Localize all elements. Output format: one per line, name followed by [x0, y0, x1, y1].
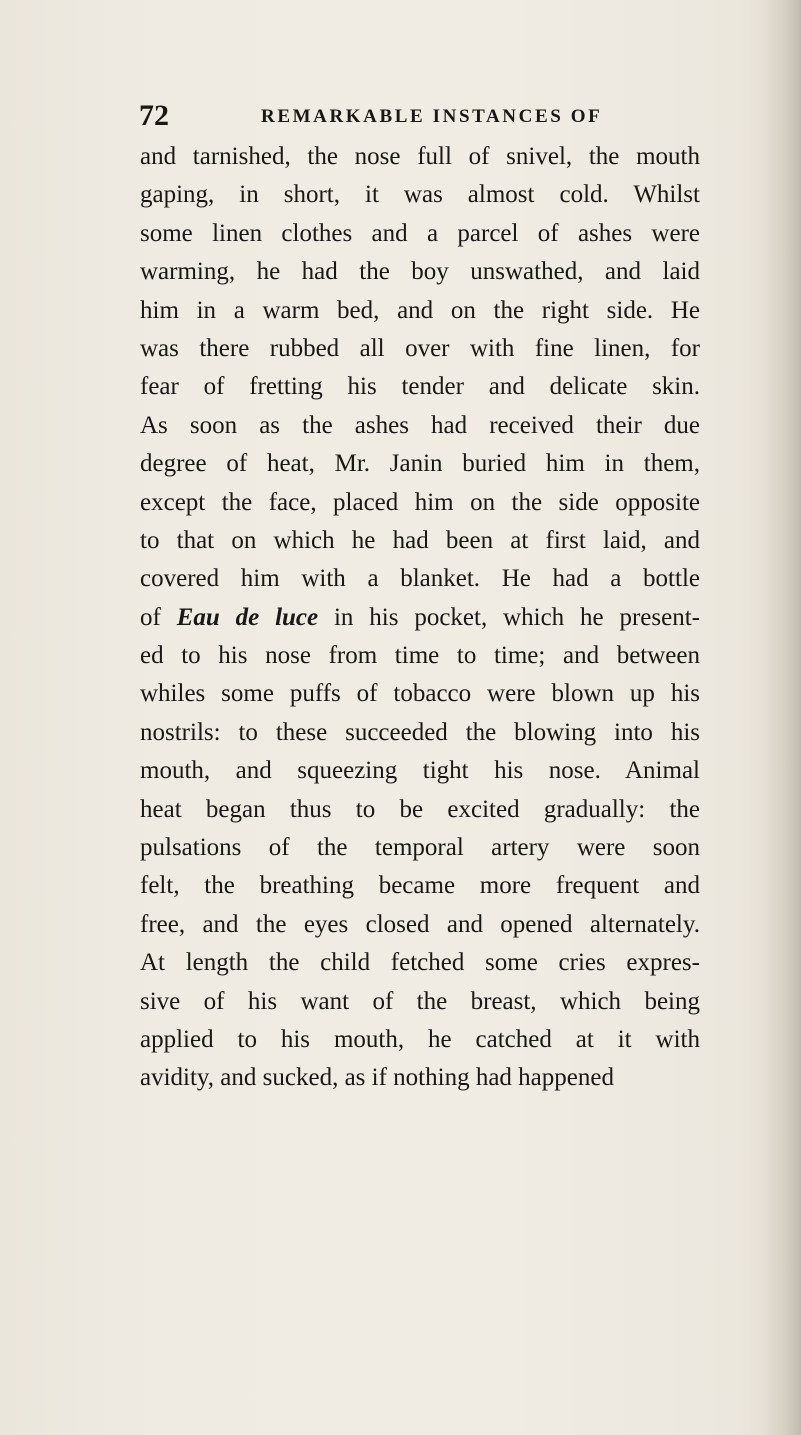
page-number: 72	[139, 99, 169, 132]
text-line: whiles some puffs of tobacco were blown up his	[140, 680, 700, 708]
text-line: covered him with a blanket. He had a bottle	[140, 565, 700, 593]
text-line: applied to his mouth, he catched at it with	[140, 1025, 700, 1053]
text-line: At length the child fetched some cries expres-	[140, 949, 700, 977]
text-line: fear of fretting his tender and delicate skin.	[140, 373, 700, 401]
line-text-before: of	[140, 603, 177, 631]
text-line: heat began thus to be excited gradually: the	[140, 795, 700, 823]
text-line: him in a warm bed, and on the right side. He	[140, 296, 700, 324]
body-text	[140, 138, 700, 1098]
text-line: and tarnished, the nose full of snivel, the mouth	[140, 143, 700, 170]
text-line: some linen clothes and a parcel of ashes were	[140, 219, 700, 247]
page-edge-shadow	[761, 0, 801, 1435]
page-header	[139, 98, 699, 138]
italic-phrase: Eau de luce	[176, 603, 319, 631]
text-line: sive of his want of the breast, which being	[140, 987, 700, 1015]
text-line: pulsations of the temporal artery were soon	[140, 834, 700, 862]
text-line: except the face, placed him on the side opposite	[140, 488, 700, 516]
text-line: to that on which he had been at first laid, and	[140, 526, 700, 554]
text-line: gaping, in short, it was almost cold. Whilst	[140, 181, 700, 209]
text-line: avidity, and sucked, as if nothing had happened	[140, 1064, 614, 1092]
running-head: REMARKABLE INSTANCES OF	[261, 106, 603, 127]
text-line: nostrils: to these succeeded the blowing into his	[140, 718, 700, 746]
text-line: warming, he had the boy unswathed, and laid	[140, 258, 700, 286]
text-line-with-italic	[140, 599, 700, 637]
text-line: As soon as the ashes had received their due	[140, 411, 700, 439]
line-text-after: in his pocket, which he present-	[318, 603, 700, 631]
text-line: free, and the eyes closed and opened alternately.	[140, 910, 700, 938]
text-line: was there rubbed all over with fine linen, for	[140, 334, 700, 362]
text-line: ed to his nose from time to time; and between	[140, 642, 700, 670]
text-line: mouth, and squeezing tight his nose. Animal	[140, 757, 700, 785]
text-line: degree of heat, Mr. Janin buried him in them,	[140, 450, 700, 478]
text-line: felt, the breathing became more frequent and	[140, 872, 700, 900]
